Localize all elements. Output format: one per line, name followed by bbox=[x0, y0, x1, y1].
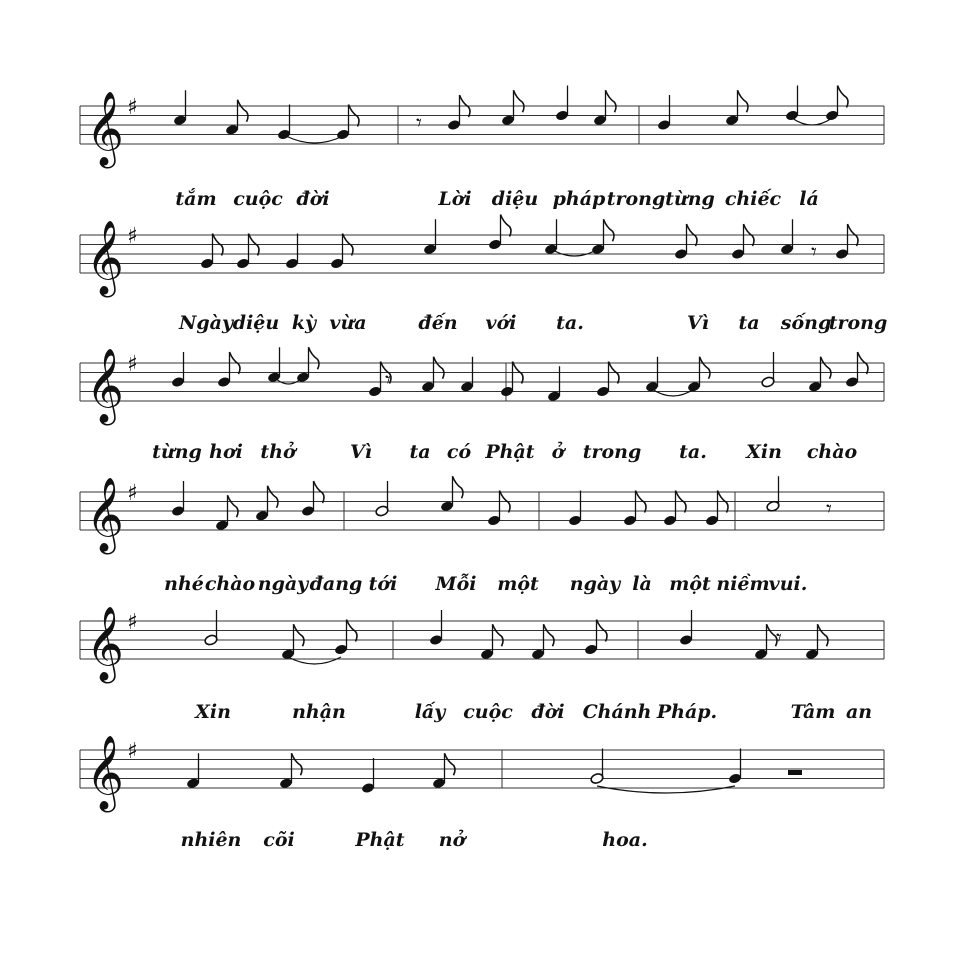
note bbox=[547, 366, 561, 402]
lyric-word: diệu bbox=[232, 312, 280, 334]
note bbox=[285, 234, 299, 270]
lyric-word: cuộc bbox=[463, 701, 513, 723]
lyric-word: từng bbox=[152, 441, 202, 463]
lyric-word: ngày bbox=[569, 573, 621, 595]
lyric-word: Lời bbox=[438, 188, 472, 210]
note bbox=[501, 90, 524, 126]
note bbox=[663, 491, 686, 527]
lyric-word: diệu bbox=[491, 188, 539, 210]
note bbox=[171, 481, 185, 517]
lyric-word: vui. bbox=[768, 573, 808, 595]
note bbox=[440, 476, 463, 512]
note bbox=[593, 90, 616, 126]
lyric-word: hoa. bbox=[602, 829, 648, 851]
treble-clef-icon: 𝄞 bbox=[86, 92, 124, 166]
lyric-word: nở bbox=[438, 829, 466, 851]
note bbox=[447, 95, 470, 131]
note bbox=[487, 491, 510, 527]
staff-system-1 bbox=[80, 86, 884, 211]
note bbox=[845, 352, 868, 388]
lyric-word: Phật bbox=[485, 441, 535, 463]
lyric-word: ngày bbox=[257, 573, 309, 595]
lyric-word: Vì bbox=[687, 312, 709, 334]
lyric-word: hơi bbox=[209, 441, 243, 463]
lyric-word: đời bbox=[531, 701, 565, 723]
note bbox=[423, 219, 437, 255]
lyric-word: đến bbox=[418, 312, 458, 334]
treble-clef-icon: 𝄞 bbox=[86, 349, 124, 423]
rest-icon: 𝄾 bbox=[776, 626, 782, 651]
note bbox=[200, 234, 223, 270]
sharp-icon: ♯ bbox=[127, 352, 138, 377]
note bbox=[835, 224, 858, 260]
note bbox=[361, 758, 375, 794]
lyric-word: niềm bbox=[716, 573, 770, 595]
note bbox=[584, 620, 607, 656]
note bbox=[808, 357, 831, 393]
lyric-word: chào bbox=[204, 573, 256, 595]
treble-clef-icon: 𝄞 bbox=[86, 221, 124, 295]
note bbox=[375, 481, 389, 517]
treble-clef-icon: 𝄞 bbox=[86, 607, 124, 681]
lyric-word: ta bbox=[409, 441, 431, 463]
lyric-word: an bbox=[845, 701, 873, 723]
sharp-icon: ♯ bbox=[127, 481, 138, 506]
note bbox=[171, 352, 185, 388]
note bbox=[330, 234, 353, 270]
rest-icon: 𝄾 bbox=[385, 368, 391, 393]
lyric-word: chiếc bbox=[724, 188, 782, 210]
lyric-word: trong bbox=[582, 441, 642, 463]
lyric-word: kỳ bbox=[291, 312, 317, 334]
note bbox=[591, 219, 614, 255]
note bbox=[674, 224, 697, 260]
note bbox=[301, 481, 324, 517]
rest-icon: 𝄾 bbox=[416, 111, 422, 136]
lyric-word: Vì bbox=[350, 441, 372, 463]
note bbox=[785, 86, 799, 122]
note bbox=[296, 347, 319, 383]
lyric-word: lá bbox=[799, 188, 819, 210]
note bbox=[679, 610, 693, 646]
lyric-word: là bbox=[632, 573, 652, 595]
note bbox=[657, 95, 671, 131]
lyric-word: đang bbox=[309, 573, 363, 595]
note bbox=[480, 624, 503, 660]
lyric-word: Xin bbox=[195, 701, 231, 723]
note bbox=[186, 753, 200, 789]
staff-system-2 bbox=[80, 215, 887, 335]
note bbox=[267, 347, 281, 383]
note bbox=[568, 491, 582, 527]
lyric-word: ở bbox=[551, 441, 565, 463]
lyric-word: ta. bbox=[556, 312, 584, 334]
sharp-icon: ♯ bbox=[127, 95, 138, 120]
lyric-word: Chánh bbox=[582, 701, 652, 723]
tie bbox=[652, 389, 694, 396]
note bbox=[421, 357, 444, 393]
note bbox=[432, 753, 455, 789]
note bbox=[204, 610, 218, 646]
tie bbox=[597, 786, 735, 793]
lyric-word: cuộc bbox=[233, 188, 283, 210]
lyric-word: từng bbox=[665, 188, 715, 210]
note bbox=[281, 624, 304, 660]
note bbox=[531, 624, 554, 660]
staff-system-5 bbox=[80, 607, 884, 723]
note bbox=[705, 491, 728, 527]
note bbox=[731, 224, 754, 260]
lyric-word: Pháp. bbox=[656, 701, 718, 723]
lyric-word: nhận bbox=[292, 701, 346, 723]
lyric-word: thở bbox=[260, 441, 296, 463]
lyric-word: trong bbox=[828, 312, 888, 334]
lyric-word: nhiên bbox=[180, 829, 242, 851]
note bbox=[590, 749, 604, 785]
note bbox=[336, 105, 359, 141]
lyric-word: cõi bbox=[263, 829, 295, 851]
lyric-word: một bbox=[497, 573, 539, 595]
lyric-word: tới bbox=[368, 573, 398, 595]
lyric-word: Phật bbox=[355, 829, 405, 851]
note bbox=[805, 624, 828, 660]
lyric-word: đời bbox=[296, 188, 330, 210]
note bbox=[728, 749, 742, 785]
note bbox=[279, 753, 302, 789]
treble-clef-icon: 𝄞 bbox=[86, 478, 124, 552]
sharp-icon: ♯ bbox=[127, 224, 138, 249]
lyric-word: với bbox=[485, 312, 517, 334]
note bbox=[596, 362, 619, 398]
note bbox=[754, 624, 777, 660]
note bbox=[725, 90, 748, 126]
note bbox=[429, 610, 443, 646]
note bbox=[780, 219, 794, 255]
lyric-word: lấy bbox=[414, 701, 446, 723]
treble-clef-icon: 𝄞 bbox=[86, 736, 124, 810]
note bbox=[215, 495, 238, 531]
note bbox=[645, 357, 659, 393]
sharp-icon: ♯ bbox=[127, 610, 138, 635]
staff-system-4 bbox=[80, 476, 884, 595]
tie bbox=[792, 118, 832, 125]
note bbox=[334, 620, 357, 656]
note bbox=[173, 90, 187, 126]
note bbox=[766, 476, 780, 512]
tie bbox=[286, 136, 343, 143]
note bbox=[225, 100, 248, 136]
lyric-word: Xin bbox=[746, 441, 782, 463]
lyric-word: sống bbox=[780, 312, 832, 334]
sharp-icon: ♯ bbox=[127, 739, 138, 764]
lyric-word: có bbox=[446, 441, 472, 463]
note bbox=[255, 486, 278, 522]
lyric-word: Tâm bbox=[790, 701, 836, 723]
note bbox=[761, 352, 775, 388]
lyric-word: nhé bbox=[164, 573, 204, 595]
lyric-word: vừa bbox=[329, 312, 367, 334]
rest-icon: 𝄾 bbox=[811, 240, 817, 265]
staff-system-3 bbox=[80, 347, 884, 463]
note bbox=[460, 357, 474, 393]
half-rest-icon bbox=[788, 770, 802, 775]
note bbox=[236, 234, 259, 270]
note bbox=[687, 357, 710, 393]
lyric-word: tắm bbox=[175, 188, 217, 210]
note bbox=[825, 86, 848, 122]
tie bbox=[551, 249, 598, 256]
rest-icon: 𝄾 bbox=[826, 497, 832, 522]
lyric-word: ta bbox=[738, 312, 760, 334]
lyric-word: một bbox=[669, 573, 711, 595]
note bbox=[217, 352, 240, 388]
lyric-word: chào bbox=[806, 441, 858, 463]
lyric-word: trong bbox=[606, 188, 666, 210]
lyric-word: Mỗi bbox=[435, 573, 477, 595]
note bbox=[488, 215, 511, 251]
staff-system-6 bbox=[80, 736, 884, 851]
tie bbox=[288, 657, 341, 664]
note bbox=[500, 362, 523, 398]
note bbox=[544, 219, 558, 255]
note bbox=[623, 491, 646, 527]
lyric-word: Ngày bbox=[178, 312, 234, 334]
note bbox=[277, 105, 291, 141]
lyric-word: ta. bbox=[679, 441, 707, 463]
lyric-word: pháp bbox=[552, 188, 606, 210]
note bbox=[555, 86, 569, 122]
